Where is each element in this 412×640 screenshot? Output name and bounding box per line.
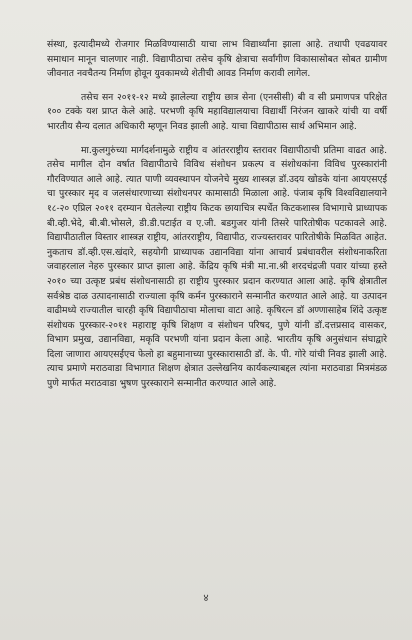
paragraph-1: संस्था, इत्यादीमध्ये रोजगार मिळविण्यासाठी याचा लाभ विद्यार्थ्यांना झाला आहे. तथापी एवढयावर समाधान मानून चालणार नाही. विद्यापीठाचा तसेच कृषि क्षेत्राचा सर्वांगीण विकासासोबत सोबत ग्रामीण जीवनात नवचैतन्य निर्माण होवून युवकामध्ये शेतीची आवड निर्माण करावी लागेल. xyxy=(47,39,387,80)
body-text xyxy=(47,38,387,401)
paragraph-3: मा.कुलगुरुंच्या मार्गदर्शनामुळे राष्ट्रीय व आंतरराष्ट्रीय स्तरावर विद्यापीठाची प्रतिमा वाढत आहे. तसेच मागील दोन वर्षात विद्यापीठाचे विविध संशोधन प्रकल्प व संशोधकांना विविध पुरस्कारांनी गौरविण्यात आले आहे. त्यात पाणी व्यवस्थापन योजनेचे मुख्य शास्त्रज्ञ डॉ.उदय खोडके यांना आयएसएई चा पुरस्कार मृद व जलसंधारणाच्या संशोधनपर कामासाठी मिळाला आहे. पंजाब कृषि विश्वविद्यालयाने १८-२० एप्रिल २०११ दरम्यान घेतलेल्या राष्ट्रीय किटक छायाचित्र स्पर्धेत किटकशास्त्र विभागाचे प्राध्यापक बी.व्ही.भेदे, बी.बी.भोसले, डी.डी.पटाईत व ए.जी. बडगुजर यांनी तिसरे पारितोषीक पटकावले आहे. विद्यापीठातील विस्तार शास्त्रज्ञ राष्ट्रीय, आंतरराष्ट्रीय, विद्यापीठ, राज्यस्तरावर पारितोषीके मिळवित आहेत. नुकताच डॉ.व्ही.एस.खंदारे, सहयोगी प्राध्यापक उद्यानविद्या यांना आचार्य प्रबंधावरील संशोधनाकरिता जवाहरलाल नेहरु पुरस्कार प्राप्त झाला आहे. केंद्रिय कृषि मंत्री मा.ना.श्री शरदचंद्रजी पवार यांच्या हस्ते २०१० च्या उत्कृष्ट प्रबंध संशोधनासाठी हा राष्ट्रीय पुरस्कार प्रदान करण्यात आला आहे. कृषि क्षेत्रातील सर्वश्रेष्ठ दाळ उत्पादनासाठी राज्याला कृषि कर्मन पुरस्काराने सन्मानीत करण्यात आले आहे. या उत्पादन वाढीमध्ये राज्यातील चारही कृषि विद्यापीठाचा मोलाचा वाटा आहे. कृषिरत्न डॉ अण्णासाहेब शिंदे उत्कृष्ट संशोधक पुरस्कार-२०११ महाराष्ट्र कृषि शिक्षण व संशोधन परिषद, पुणे यांनी डॉ.दत्तप्रसाद वासकर, विभाग प्रमुख, उद्यानविद्या, मकृवि परभणी यांना प्रदान केला आहे. भारतीय कृषि अनुसंधान संघाद्वारे दिला जाणारा आयएसईएच फेलो हा बहुमानाच्या पुरस्कारासाठी डॉ. के. पी. गोरे यांची निवड झाली आहे. त्याच प्रमाणे मराठवाडा विभागात शिक्षण क्षेत्रात उल्लेखनिय कार्यकल्याबद्दल त्यांना मराठवाडा मित्रमंडळ पुणे मार्फत मराठवाडा भुषण पुरस्काराने सन्मानीत करण्यात आले आहे. xyxy=(47,144,387,390)
page-number: ४ xyxy=(203,593,209,604)
paragraph-2: तसेच सन २०११-१२ मध्ये झालेल्या राष्ट्रीय छात्र सेना (एनसीसी) बी व सी प्रमाणपत्र परिक्षेत १०० टक्के यश प्राप्त केले आहे. परभणी कृषि महाविद्यालयाचा विद्यार्थी निरंजन खाकरे यांची या वर्षी भारतीय सैन्य दलात अधिकारी म्हणून निवड झाली आहे. याचा विद्यापीठास सार्थ अभिमान आहे. xyxy=(47,91,387,132)
